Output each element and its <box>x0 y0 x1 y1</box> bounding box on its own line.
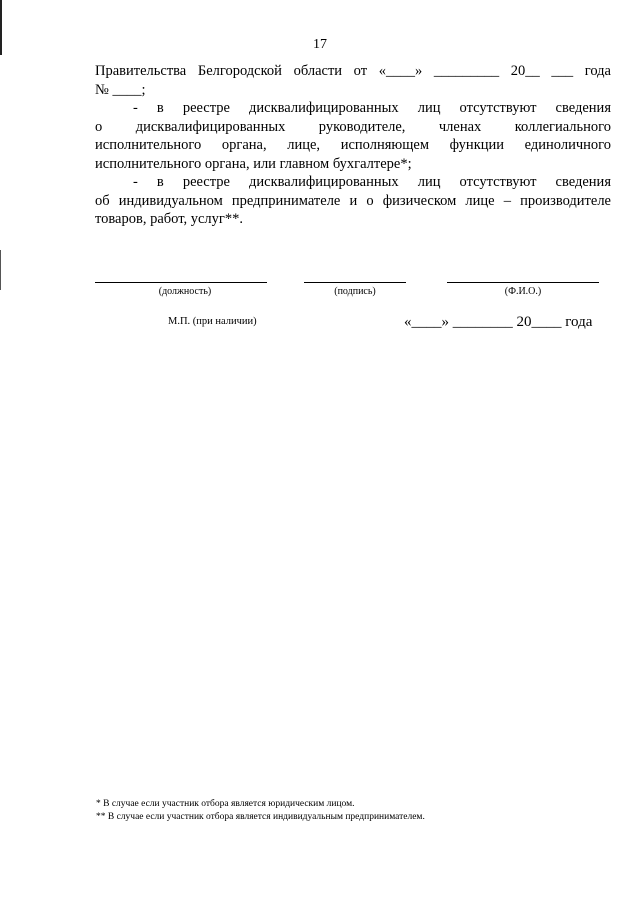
paragraph-line: - в реестре дисквалифицированных лиц отсутствуют сведения <box>133 100 611 116</box>
paragraph-line: - в реестре дисквалифицированных лиц отсутствуют сведения <box>133 174 611 190</box>
footnote-individual-entrepreneur: ** В случае если участник отбора является индивидуальным предпринимателем. <box>96 812 425 822</box>
paragraph-2 <box>95 99 611 173</box>
paragraph-line: Правительства Белгородской области от «____» _________ 20__ ___ года <box>95 63 611 79</box>
paragraph-3 <box>95 173 611 229</box>
signature-line <box>304 282 406 283</box>
page-edge-tick <box>0 250 1 290</box>
paragraph-line: исполнительного органа, лице, исполняющем функции единоличного <box>95 137 611 153</box>
name-caption: (Ф.И.О.) <box>504 286 542 297</box>
paragraph-line: об индивидуальном предпринимателе и о физическом лице – производителе <box>95 192 611 209</box>
paragraph-line: № ____; <box>95 81 146 98</box>
name-line <box>447 282 599 283</box>
paragraph-line: о дисквалифицированных руководителе, членах коллегиального <box>95 118 611 135</box>
footnote-legal-entity: * В случае если участник отбора является юридическим лицом. <box>96 799 355 809</box>
paragraph-line: исполнительного органа, или главном бухгалтере*; <box>95 155 412 172</box>
position-caption: (должность) <box>158 286 212 297</box>
paragraph-1 <box>95 62 611 99</box>
page-number: 17 <box>313 37 327 52</box>
paragraph-line: товаров, работ, услуг**. <box>95 211 243 227</box>
position-line <box>95 282 267 283</box>
stamp-label: М.П. (при наличии) <box>168 316 257 327</box>
signature-caption: (подпись) <box>334 286 376 297</box>
signature-date: «____» ________ 20____ года <box>404 314 593 330</box>
